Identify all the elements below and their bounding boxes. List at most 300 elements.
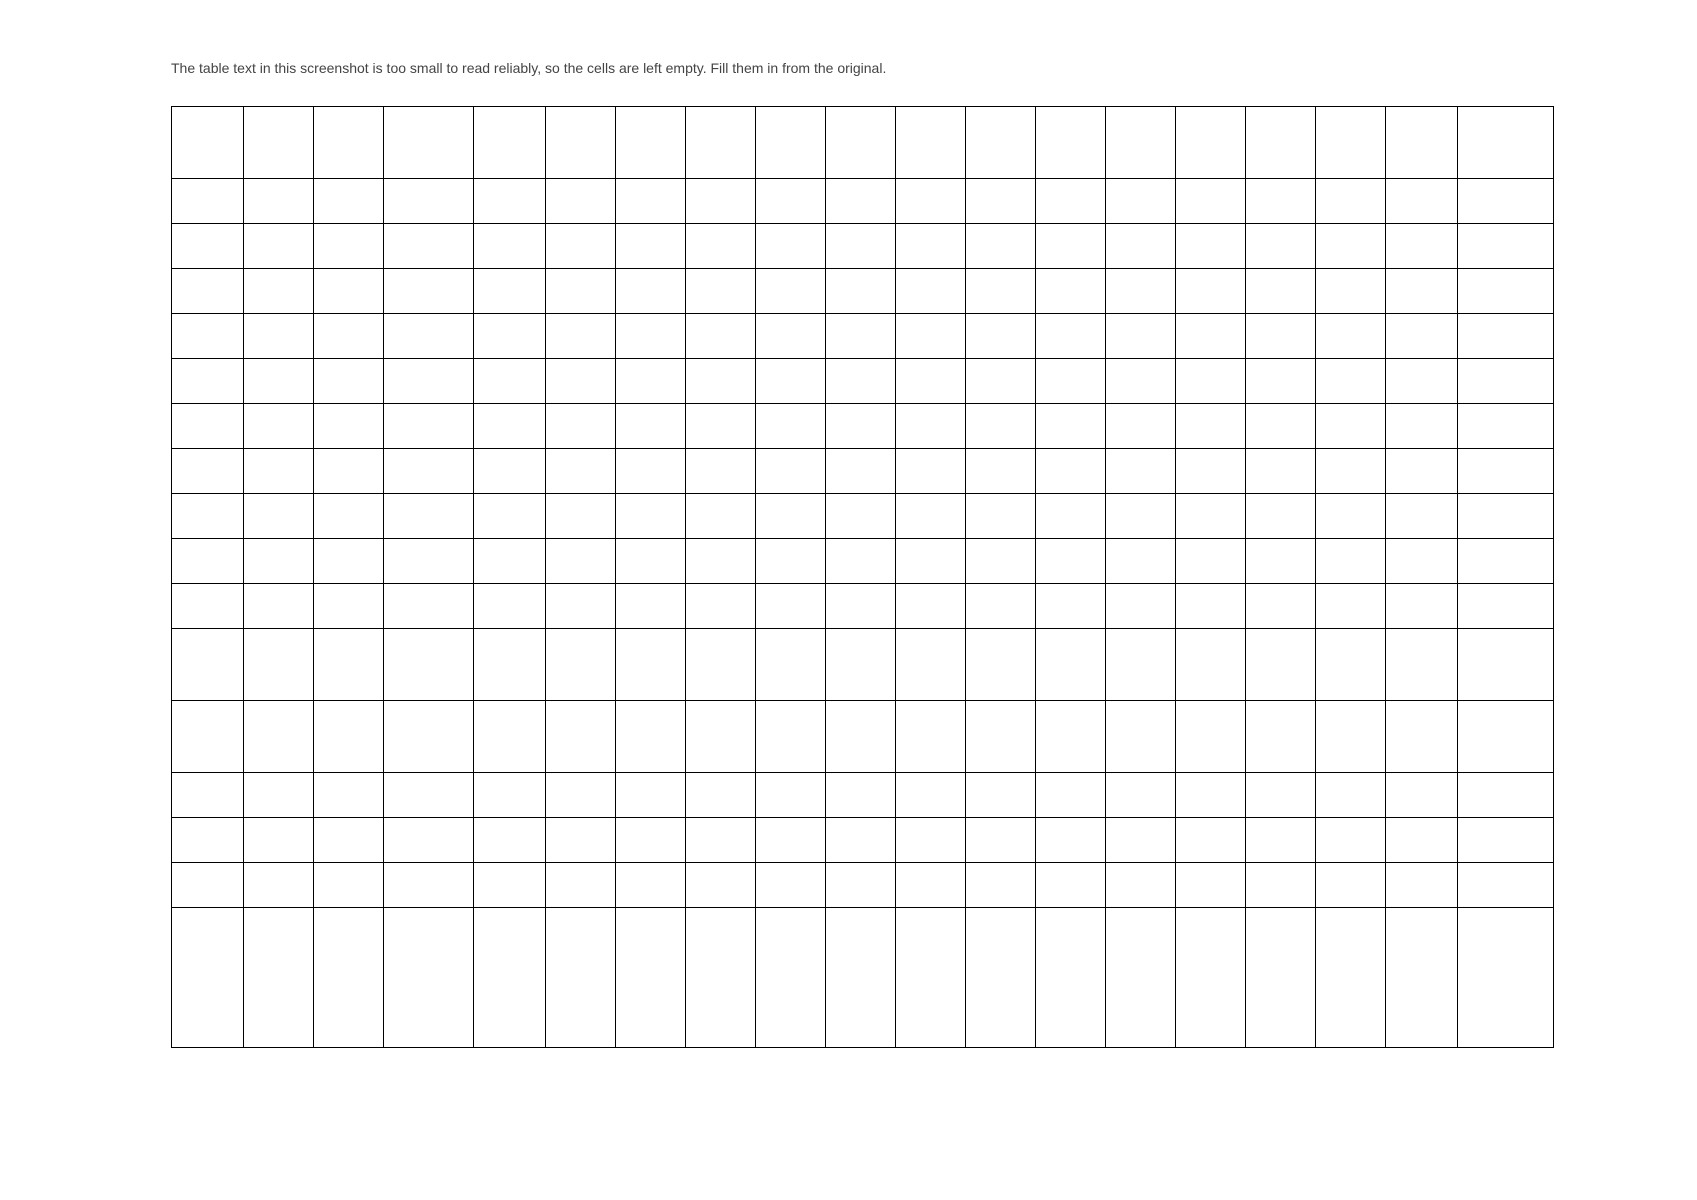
table-cell [172,818,244,863]
table-cell [1036,773,1106,818]
table-cell [1386,584,1458,629]
table-cell [826,224,896,269]
table-cell [546,584,616,629]
table-cell [896,314,966,359]
table-cell [172,701,244,773]
table-cell [1106,863,1176,908]
table-cell [244,863,314,908]
table-cell [1386,908,1458,1048]
table-cell [686,359,756,404]
table-cell [756,404,826,449]
table-cell [244,404,314,449]
table-row [172,224,1554,269]
table-cell [1316,539,1386,584]
table-cell [314,449,384,494]
table-cell [474,494,546,539]
table-cell [474,314,546,359]
table-cell [896,773,966,818]
table-cell [896,584,966,629]
table-cell [686,404,756,449]
table-cell [314,359,384,404]
table-cell [172,449,244,494]
table-cell [384,773,474,818]
table-cell [474,179,546,224]
table-cell [314,701,384,773]
table-cell [546,269,616,314]
table-cell [1106,584,1176,629]
table-row [172,629,1554,701]
table-cell [1106,359,1176,404]
table-cell [686,179,756,224]
table-cell [1036,359,1106,404]
table-cell [686,224,756,269]
table-cell [172,359,244,404]
data-table [171,106,1554,1048]
table-cell [966,701,1036,773]
table-cell [384,404,474,449]
table-cell [826,314,896,359]
table-cell [686,584,756,629]
table-cell [616,818,686,863]
table-cell [474,863,546,908]
table-cell [756,629,826,701]
table-cell [826,773,896,818]
table-cell [896,179,966,224]
table-cell [546,359,616,404]
table-cell [756,359,826,404]
table-cell [896,107,966,179]
table-cell [1176,107,1246,179]
table-cell [1246,494,1316,539]
table-cell [546,908,616,1048]
table-cell [756,449,826,494]
table-cell [1176,224,1246,269]
table-cell [1176,701,1246,773]
table-cell [756,107,826,179]
table-cell [244,773,314,818]
table-cell [384,494,474,539]
table-cell [384,863,474,908]
table-cell [826,908,896,1048]
table-cell [616,224,686,269]
table-cell [1106,629,1176,701]
table-cell [896,908,966,1048]
table-cell [314,224,384,269]
table-cell [244,629,314,701]
table-cell [1458,224,1554,269]
table-cell [1246,539,1316,584]
table-cell [1386,863,1458,908]
table-cell [616,494,686,539]
table-cell [1106,107,1176,179]
table-cell [474,773,546,818]
table-cell [826,404,896,449]
table-cell [756,908,826,1048]
table-cell [686,701,756,773]
table-cell [966,404,1036,449]
table-row [172,539,1554,584]
table-cell [1106,179,1176,224]
table-cell [1176,863,1246,908]
table-cell [546,629,616,701]
table-cell [966,107,1036,179]
table-cell [1246,818,1316,863]
table-cell [1458,629,1554,701]
table-cell [172,494,244,539]
table-row [172,494,1554,539]
table-cell [616,359,686,404]
table-cell [896,701,966,773]
table-cell [1458,908,1554,1048]
table-cell [686,314,756,359]
table-cell [244,107,314,179]
table-cell [1246,449,1316,494]
table-cell [384,629,474,701]
table-cell [314,629,384,701]
table-cell [1316,818,1386,863]
table-cell [966,314,1036,359]
table-cell [1176,449,1246,494]
table-cell [616,269,686,314]
table-cell [1036,584,1106,629]
table-cell [966,179,1036,224]
table-cell [966,359,1036,404]
table-cell [756,773,826,818]
table-cell [686,449,756,494]
table-cell [546,404,616,449]
table-cell [1246,269,1316,314]
table-cell [1106,494,1176,539]
table-cell [314,818,384,863]
table-cell [1386,818,1458,863]
table-cell [756,224,826,269]
table-row [172,359,1554,404]
table-cell [244,584,314,629]
table-cell [756,863,826,908]
table-cell [474,818,546,863]
table-cell [1036,449,1106,494]
table-cell [896,269,966,314]
table-cell [826,107,896,179]
table-cell [1246,179,1316,224]
table-cell [686,629,756,701]
table-cell [1176,539,1246,584]
table-cell [172,584,244,629]
table-cell [172,773,244,818]
table-cell [966,449,1036,494]
table-cell [686,539,756,584]
table-cell [244,179,314,224]
table-cell [686,863,756,908]
table-cell [1176,494,1246,539]
table-cell [546,773,616,818]
table-cell [1386,449,1458,494]
table-cell [1176,773,1246,818]
table-cell [1246,629,1316,701]
table-cell [1386,269,1458,314]
table-cell [1036,107,1106,179]
table-cell [616,539,686,584]
table-cell [384,908,474,1048]
table-cell [1386,179,1458,224]
table-cell [1036,224,1106,269]
table-cell [756,179,826,224]
table-row [172,179,1554,224]
table-cell [172,863,244,908]
table-cell [1036,539,1106,584]
table-cell [896,449,966,494]
table-cell [1106,701,1176,773]
table-cell [1386,773,1458,818]
table-cell [1458,404,1554,449]
table-cell [474,701,546,773]
table-cell [1458,269,1554,314]
table-cell [172,224,244,269]
table-cell [546,539,616,584]
table-cell [756,584,826,629]
table-cell [1176,314,1246,359]
table-cell [546,449,616,494]
table-cell [1316,404,1386,449]
table-cell [616,773,686,818]
table-cell [1176,629,1246,701]
table-cell [826,449,896,494]
table-cell [826,629,896,701]
table-cell [1106,224,1176,269]
table-cell [314,179,384,224]
table-cell [384,359,474,404]
table-cell [756,701,826,773]
table-cell [314,773,384,818]
table-row [172,701,1554,773]
transcription-notice: The table text in this screenshot is too small to read reliably, so the cells are left empty. Fill them in from the original. [171,60,887,76]
table-row [172,584,1554,629]
table-cell [314,584,384,629]
table-cell [1176,359,1246,404]
table-cell [1458,107,1554,179]
table-cell [546,494,616,539]
table-cell [474,404,546,449]
table-cell [474,584,546,629]
table-cell [384,539,474,584]
table-cell [826,179,896,224]
table-cell [616,629,686,701]
table-cell [1036,404,1106,449]
document-sheet [171,106,1453,1048]
table-cell [896,494,966,539]
table-cell [546,701,616,773]
table-cell [616,584,686,629]
table-cell [1176,908,1246,1048]
table-cell [474,224,546,269]
table-cell [474,359,546,404]
table-cell [1316,314,1386,359]
table-cell [616,908,686,1048]
table-cell [474,449,546,494]
table-cell [1316,584,1386,629]
table-cell [384,179,474,224]
table-cell [1036,494,1106,539]
table-cell [686,269,756,314]
table-cell [966,818,1036,863]
table-cell [384,449,474,494]
table-cell [172,908,244,1048]
table-cell [966,584,1036,629]
table-cell [966,908,1036,1048]
table-row [172,269,1554,314]
table-cell [616,314,686,359]
table-cell [384,107,474,179]
table-cell [172,269,244,314]
table-cell [1316,908,1386,1048]
table-cell [616,449,686,494]
table-cell [384,224,474,269]
table-cell [616,404,686,449]
table-cell [966,269,1036,314]
table-cell [1458,818,1554,863]
table-cell [1458,179,1554,224]
table-cell [1246,359,1316,404]
table-cell [1036,863,1106,908]
table-cell [1386,314,1458,359]
table-cell [1316,224,1386,269]
table-cell [1316,359,1386,404]
table-cell [172,179,244,224]
table-cell [686,773,756,818]
table-cell [1246,404,1316,449]
table-cell [1106,449,1176,494]
table-cell [1246,701,1316,773]
table-cell [1106,404,1176,449]
table-cell [1458,449,1554,494]
table-cell [172,107,244,179]
table-cell [1106,818,1176,863]
table-cell [756,269,826,314]
table-cell [1458,494,1554,539]
table-cell [314,404,384,449]
table-cell [826,584,896,629]
table-cell [756,314,826,359]
table-cell [826,818,896,863]
table-cell [1246,224,1316,269]
table-cell [966,773,1036,818]
table-cell [384,314,474,359]
table-cell [1316,107,1386,179]
table-cell [244,539,314,584]
table-cell [1386,701,1458,773]
table-cell [384,584,474,629]
table-cell [172,629,244,701]
table-cell [1386,359,1458,404]
table-cell [172,404,244,449]
table-cell [1036,269,1106,314]
table-row [172,908,1554,1048]
table-cell [1316,701,1386,773]
table-cell [616,179,686,224]
table-cell [966,863,1036,908]
table-cell [616,701,686,773]
table-cell [1036,908,1106,1048]
table-cell [756,818,826,863]
table-cell [1458,539,1554,584]
table-cell [546,818,616,863]
table-cell [1316,863,1386,908]
table-cell [384,701,474,773]
table-cell [826,863,896,908]
table-cell [686,107,756,179]
table-cell [1458,773,1554,818]
table-cell [546,107,616,179]
table-cell [826,539,896,584]
table-cell [826,269,896,314]
table-cell [244,494,314,539]
table-cell [474,539,546,584]
table-cell [1386,404,1458,449]
table-cell [1246,314,1316,359]
table-row [172,863,1554,908]
table-cell [314,908,384,1048]
table-cell [1246,773,1316,818]
table-cell [1458,314,1554,359]
table-cell [1386,224,1458,269]
table-cell [546,224,616,269]
table-cell [966,539,1036,584]
table-cell [1246,584,1316,629]
table-cell [1246,107,1316,179]
table-row [172,818,1554,863]
table-cell [172,314,244,359]
table-cell [756,494,826,539]
table-cell [1386,494,1458,539]
table-cell [1458,863,1554,908]
table-cell [474,107,546,179]
table-cell [1316,179,1386,224]
table-row [172,314,1554,359]
table-cell [756,539,826,584]
table-cell [1246,863,1316,908]
table-cell [474,269,546,314]
table-row [172,449,1554,494]
table-cell [314,863,384,908]
table-cell [1316,629,1386,701]
table-cell [1176,818,1246,863]
table-cell [616,107,686,179]
table-cell [1106,908,1176,1048]
table-cell [546,179,616,224]
table-cell [314,314,384,359]
table-cell [896,359,966,404]
table-cell [686,494,756,539]
table-cell [1106,269,1176,314]
table-cell [314,269,384,314]
table-cell [686,818,756,863]
table-cell [1246,908,1316,1048]
table-cell [244,314,314,359]
table-cell [896,539,966,584]
table-cell [1036,818,1106,863]
table-cell [1106,314,1176,359]
table-cell [546,314,616,359]
table-cell [1036,701,1106,773]
table-cell [896,224,966,269]
table-cell [826,701,896,773]
table-cell [1036,314,1106,359]
table-cell [1106,773,1176,818]
table-cell [826,494,896,539]
table-cell [686,908,756,1048]
table-cell [474,629,546,701]
table-cell [1386,629,1458,701]
